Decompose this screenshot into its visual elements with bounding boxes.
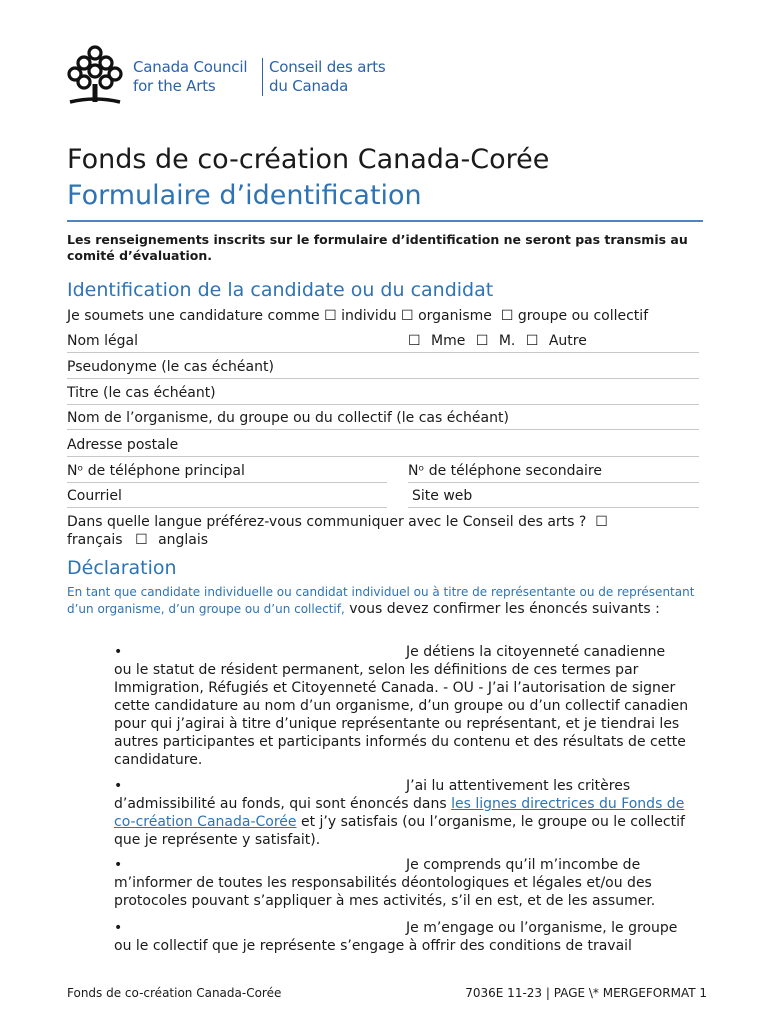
declaration-bullet-2 xyxy=(114,777,704,849)
website-label: Site web xyxy=(412,488,473,504)
title-divider xyxy=(67,220,703,222)
document-title: Fonds de co-création Canada-Corée xyxy=(67,144,550,175)
bullet-1-text: ou le statut de résident permanent, selon les définitions de ces termes par Immigration, Réfugiés et Citoyenneté Canada. - OU - J’ai l’autorisation de signer cette candidature au nom d’un organisme, d’un groupe ou d’un collectif canadien pour qui j’agirai à titre d’unique représentante ou représentant, et je tiendrai les autres participantes et participants informés du contenu et des résultats de cette candidature. xyxy=(114,662,689,768)
checkbox-individual[interactable]: ☐ xyxy=(324,308,337,324)
canada-council-tree-icon xyxy=(66,44,124,110)
phone-primary-label: Nᵒ de téléphone principal xyxy=(67,463,245,479)
address-field[interactable] xyxy=(67,456,699,457)
bullet-dot: • xyxy=(114,857,123,873)
language-row xyxy=(67,513,608,531)
language-label: Dans quelle langue préférez-vous communiquer avec le Conseil des arts ? xyxy=(67,514,587,530)
legal-name-field[interactable] xyxy=(67,352,699,353)
declaration-bullet-1 xyxy=(114,643,704,769)
footer-right: 7036E 11-23 | PAGE \* MERGEFORMAT 1 xyxy=(465,986,707,1000)
checkbox-group[interactable]: ☐ xyxy=(496,308,514,324)
applying-as-label: Je soumets une candidature comme xyxy=(67,308,320,324)
option-english: anglais xyxy=(158,532,209,548)
checkbox-m[interactable]: ☐ xyxy=(475,333,489,349)
checkbox-english[interactable]: ☐ xyxy=(135,532,148,548)
declaration-intro-blue: En tant que candidate individuelle ou candidat individuel ou à titre de représentante ou de représentant d’un organisme, d’un groupe ou d’un collectif, xyxy=(67,585,695,616)
logo-fr-line1: Conseil des arts xyxy=(269,58,386,76)
declaration-intro xyxy=(67,584,707,618)
option-group: groupe ou collectif xyxy=(517,308,649,324)
organization-field[interactable] xyxy=(67,429,699,430)
declaration-bullet-3 xyxy=(114,856,704,910)
logo-en-line2: for the Arts xyxy=(133,77,216,95)
logo-text-french xyxy=(269,58,386,96)
checkbox-french[interactable]: ☐ xyxy=(590,514,608,530)
legal-name-label: Nom légal xyxy=(67,333,138,349)
email-field[interactable] xyxy=(67,507,387,508)
bullet-dot: • xyxy=(114,778,123,794)
email-label: Courriel xyxy=(67,488,122,504)
pseudonym-field[interactable] xyxy=(67,378,699,379)
document-subtitle: Formulaire d’identification xyxy=(67,180,422,211)
website-field[interactable] xyxy=(408,507,699,508)
logo-fr-line2: du Canada xyxy=(269,77,349,95)
language-options-row xyxy=(67,531,208,549)
logo-en-line1: Canada Council xyxy=(133,58,248,76)
logo-text-english xyxy=(133,58,247,96)
address-label: Adresse postale xyxy=(67,437,179,453)
bullet-4-text: ou le collectif que je représente s’engage à offrir des conditions de travail xyxy=(114,938,632,954)
applying-as-row xyxy=(67,307,648,325)
declaration-intro-rest: vous devez confirmer les énoncés suivants : xyxy=(349,601,660,617)
bullet-dot: • xyxy=(114,920,123,936)
checkbox-organization[interactable]: ☐ xyxy=(401,308,414,324)
honorific-row xyxy=(408,332,587,350)
title-field-label: Titre (le cas échéant) xyxy=(67,385,216,401)
option-organization: organisme xyxy=(418,308,492,324)
checkbox-autre[interactable]: ☐ xyxy=(525,333,539,349)
bullet-2-text-after: et j’y satisfais (ou l’organisme, le groupe ou le collectif que je représente y satisfait). xyxy=(114,814,685,848)
bullet-2-text-before: d’admissibilité au fonds, qui sont énoncés dans xyxy=(114,796,447,812)
title-field[interactable] xyxy=(67,404,699,405)
phone-primary-field[interactable] xyxy=(67,482,387,483)
bullet-2-lead: J’ai lu attentivement les critères xyxy=(406,778,631,794)
confidentiality-note: Les renseignements inscrits sur le formulaire d’identification ne seront pas transmis au comité d’évaluation. xyxy=(67,232,688,263)
logo-divider xyxy=(262,58,263,96)
bullet-1-lead: Je détiens la citoyenneté canadienne xyxy=(406,644,666,660)
bullet-4-lead: Je m’engage ou l’organisme, le groupe xyxy=(406,920,678,936)
bullet-dot: • xyxy=(114,644,123,660)
identification-heading: Identification de la candidate ou du candidat xyxy=(67,279,494,301)
declaration-heading: Déclaration xyxy=(67,557,177,579)
bullet-3-lead: Je comprends qu’il m’incombe de xyxy=(406,857,641,873)
canada-council-logo xyxy=(66,44,406,110)
phone-secondary-field[interactable] xyxy=(408,482,699,483)
bullet-3-text: m’informer de toutes les responsabilités déontologiques et légales et/ou des protocoles pouvant s’appliquer à mes activités, s’il en est, et de les assumer. xyxy=(114,875,656,909)
declaration-bullet-4 xyxy=(114,919,704,955)
pseudonym-label: Pseudonyme (le cas échéant) xyxy=(67,359,274,375)
option-mme: Mme xyxy=(431,333,466,349)
guidelines-link[interactable]: les lignes directrices du Fonds de co-création Canada-Corée xyxy=(114,796,685,830)
option-autre: Autre xyxy=(548,333,587,349)
organization-label: Nom de l’organisme, du groupe ou du collectif (le cas échéant) xyxy=(67,410,509,426)
option-individual: individu xyxy=(341,308,397,324)
phone-secondary-label: Nᵒ de téléphone secondaire xyxy=(408,463,602,479)
option-french: français xyxy=(67,532,123,548)
footer-left: Fonds de co-création Canada-Corée xyxy=(67,986,282,1000)
option-m: M. xyxy=(498,333,516,349)
checkbox-mme[interactable]: ☐ xyxy=(408,333,421,349)
